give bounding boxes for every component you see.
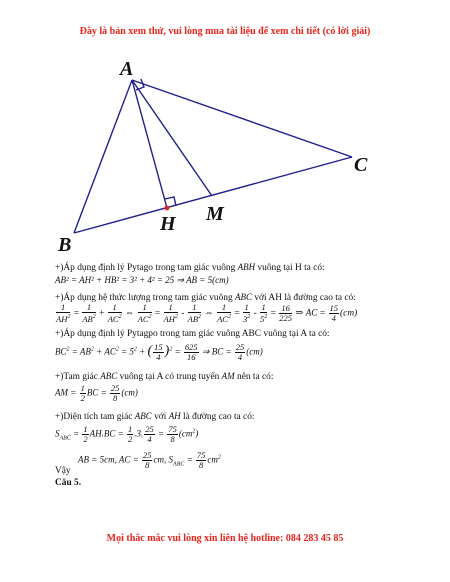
segment-ac	[132, 80, 352, 157]
next-question-heading: Câu 5.	[55, 478, 82, 488]
triangle-figure	[40, 55, 380, 255]
label-a: A	[120, 58, 134, 80]
label-h: H	[160, 213, 176, 235]
step4-formula: AM = $\frac{1}{2}$ BC = $\frac{25}{8}$ (cm)	[55, 383, 138, 403]
step4-line: +)Tam giác ABC vuông tại A có trung tuyến AM nên ta có:	[55, 371, 274, 382]
header-banner: Đây là bản xem thử, vui lòng mua tài liệu để xem chi tiết (có lời giải)	[79, 26, 371, 37]
step1-formula: AB² = AH² + HB² = 3² + 4² = 25 ⇒ AB = 5(cm)	[55, 275, 229, 285]
label-b: B	[58, 234, 72, 255]
conclusion-label: Vậy	[55, 466, 71, 476]
step1-line: +)Áp dụng định lý Pytago trong tam giác vuông ABH vuông tại H ta có:	[55, 262, 325, 273]
segment-am	[132, 80, 212, 196]
conclusion-formula: AB = 5cm, AC = $\frac{25}{8}$ cm, $S_{ABC}$ = $\frac{75}{8}$ $cm^2$	[78, 450, 221, 470]
step3-line: +)Áp dụng định lý Pytagpo trong tam giác vuông ABC vuông tại A ta có:	[55, 329, 330, 339]
step2-line: +)Áp dụng hệ thức lượng trong tam giác vuông ABC với AH là đường cao ta có:	[55, 292, 356, 303]
step5-formula: $S_{ABC}$ = $\frac{1}{2}$ AH.BC = $\frac{1}{2}$ .3. $\frac{25}{4}$ = $\frac{75}{8}$ $(cm^2)$	[55, 424, 199, 444]
step5-line: +)Diện tích tam giác ABC với AH là đường cao ta có:	[55, 411, 255, 422]
step2-formula: $\frac{1}{AH^2}$ = $\frac{1}{AB^2}$ + $\frac{1}{AC^2}$ ⇔ $\frac{1}{AC^2}$ = $\frac{1}{AH^2}$ - $\frac{1}{AB^2}$ ⇔ $\frac{1}{AC^2}$ = $\frac{1}{3^2}$ - $\frac{1}{5^2}$ = $\frac{16}{225}$ ⇒ AC = $\frac{15}{4}$ (cm)	[56, 302, 358, 324]
label-m: M	[206, 203, 224, 225]
segment-ab	[74, 80, 132, 233]
label-c: C	[354, 154, 368, 176]
segment-ah	[132, 80, 167, 208]
step3-formula: $BC^2 = AB^2 + AC^2 = 5^2$ + ( $\frac{15}{4}$ )$^2$ = $\frac{625}{16}$ ⇒ BC = $\frac{25}{4}$ (cm)	[55, 342, 263, 362]
point-h	[165, 206, 170, 211]
footer-banner: Mọi thắc mắc vui lòng xin liên hệ hotline: 084 283 45 85	[106, 533, 344, 544]
